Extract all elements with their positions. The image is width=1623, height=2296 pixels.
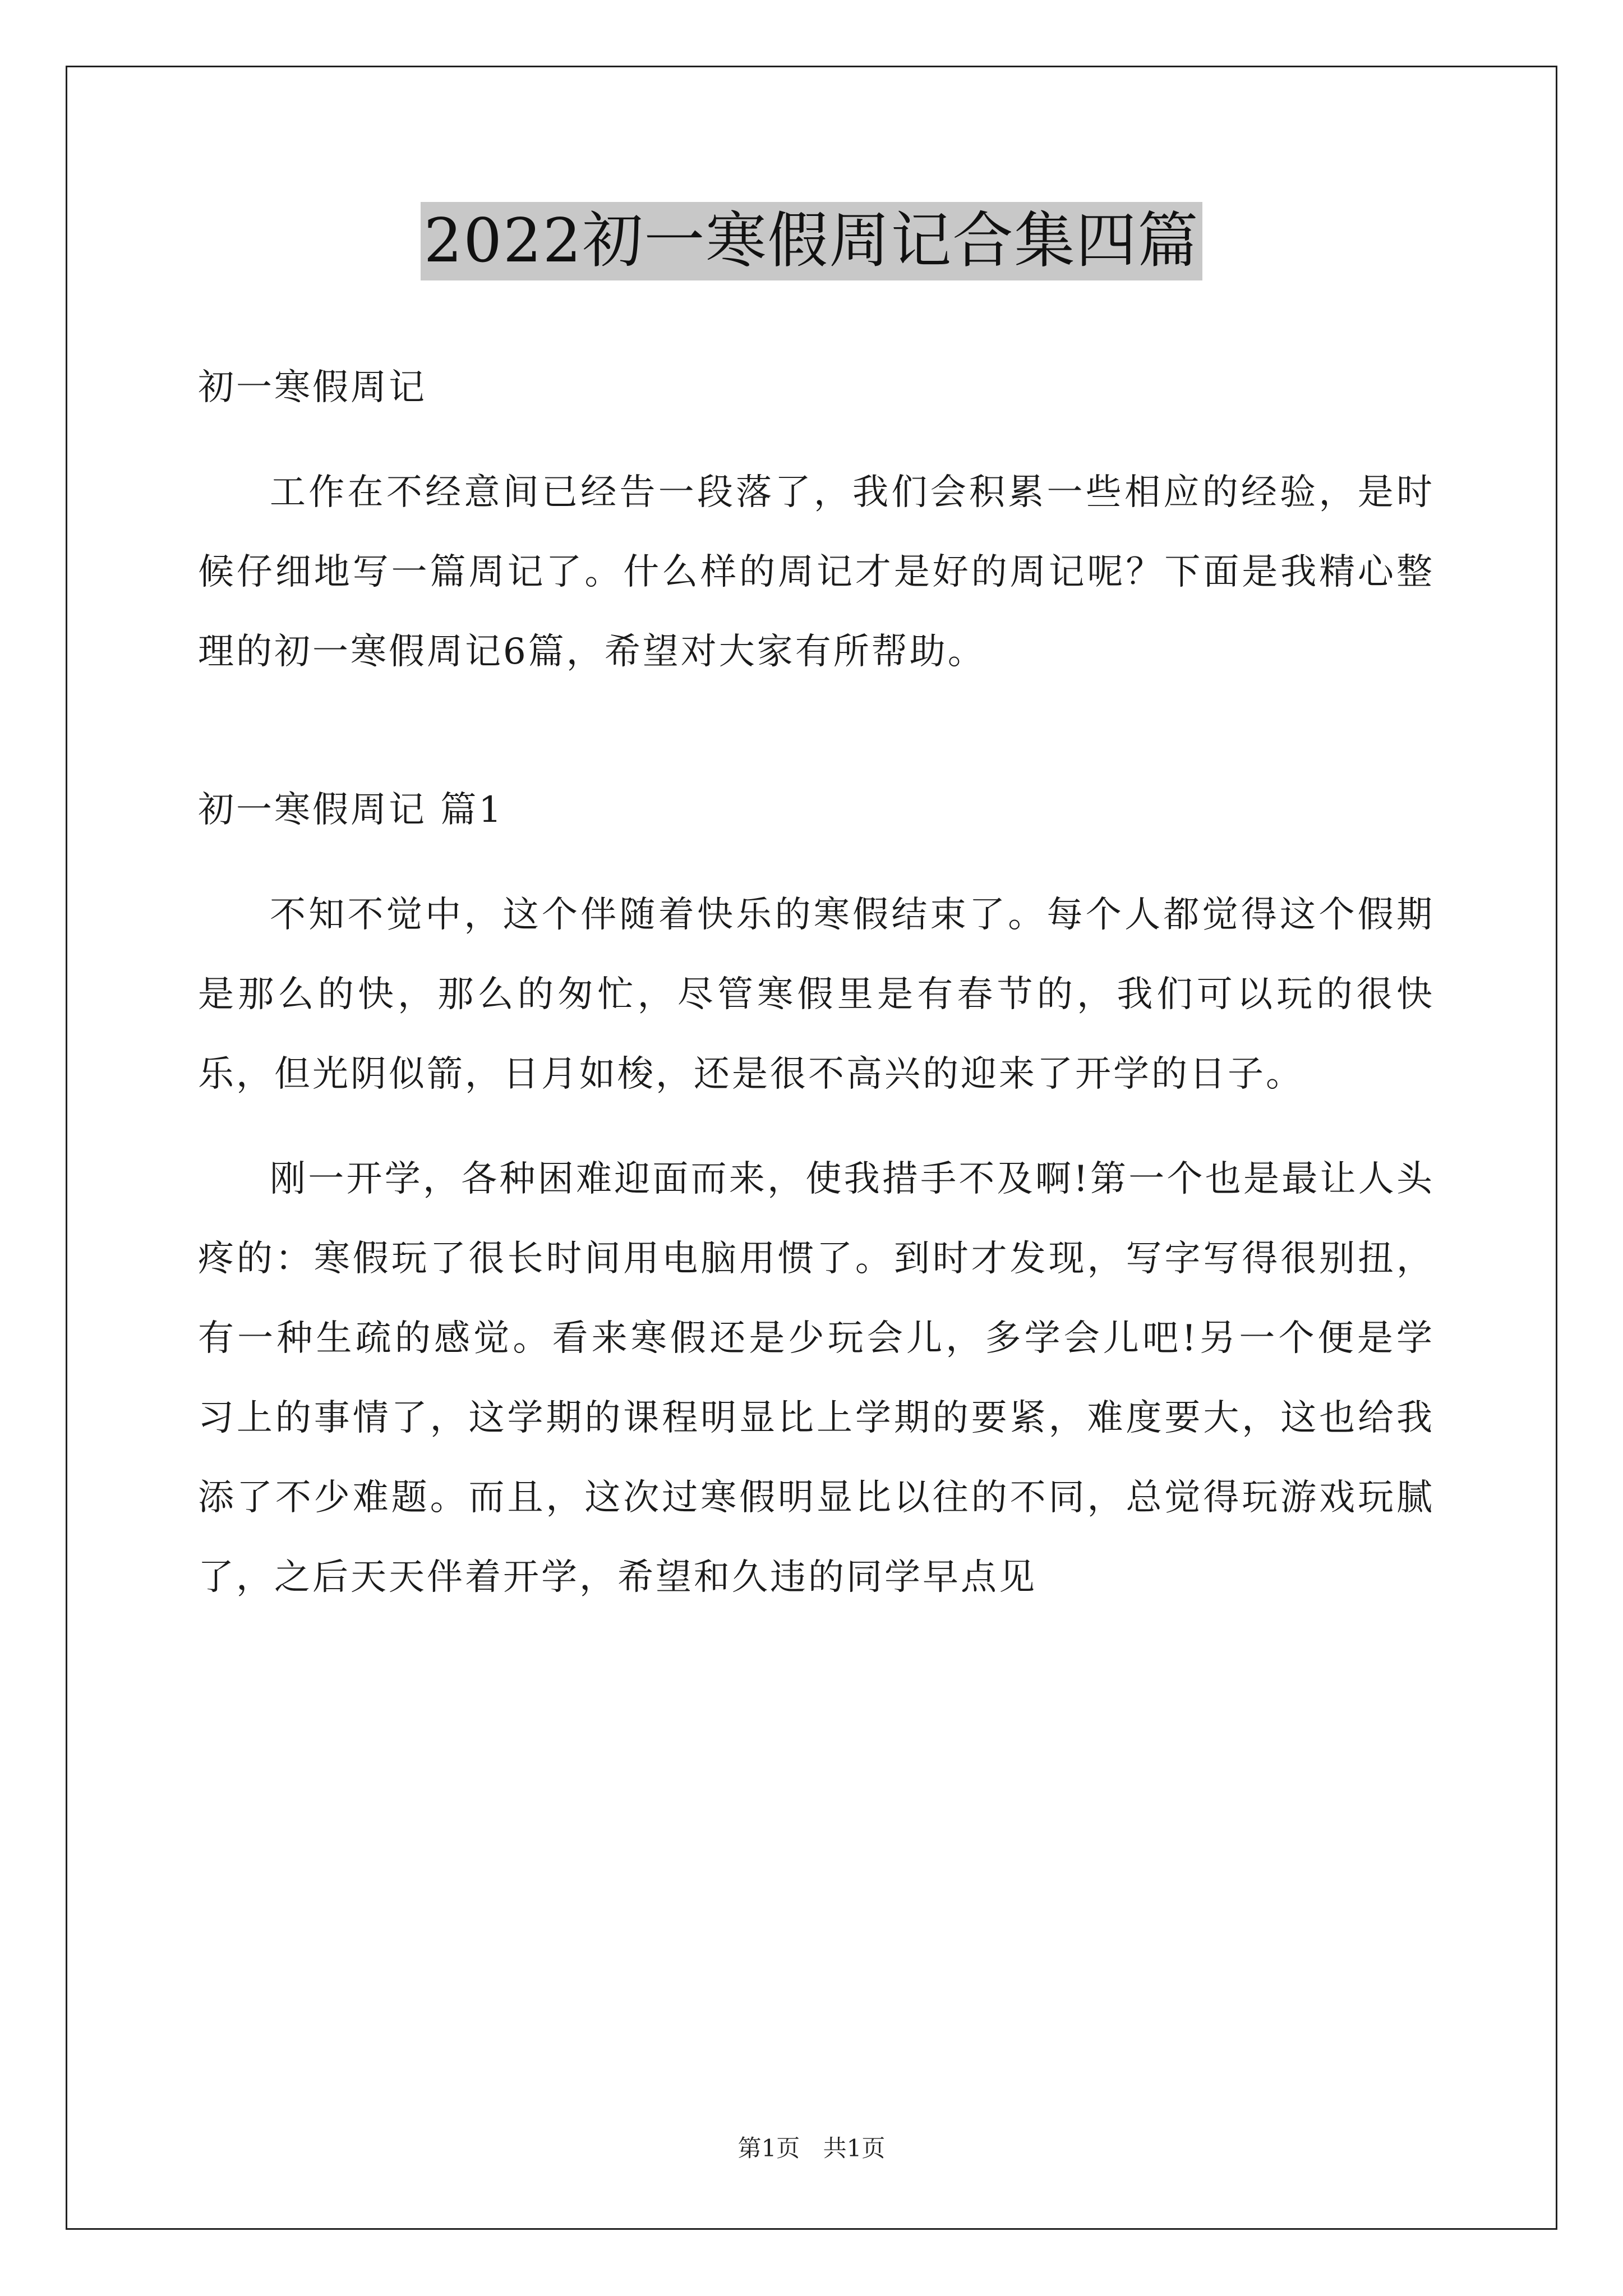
section-heading: 初一寒假周记 篇1 [198, 789, 504, 831]
intro-heading: 初一寒假周记 [198, 367, 427, 408]
section-paragraph: 刚一开学，各种困难迎面而来，使我措手不及啊!第一个也是最让人头疼的：寒假玩了很长时间用电脑用惯了。到时才发现，写字写得很别扭，有一种生疏的感觉。看来寒假还是少玩会儿，多学会儿吧!另一个便是学习上的事情了，这学期的课程明显比上学期的要紧，难度要大，这也给我添了不少难题。而且，这次过寒假明显比以往的不同，总觉得玩游戏玩腻了，之后天天伴着开学，希望和久违的同学早点见 [198, 1158, 1435, 1598]
section-paragraph: 不知不觉中，这个伴随着快乐的寒假结束了。每个人都觉得这个假期是那么的快，那么的匆忙，尽管寒假里是有春节的，我们可以玩的很快乐，但光阴似箭，日月如梭，还是很不高兴的迎来了开学的日子。 [198, 894, 1435, 1095]
page-total: 共1页 [823, 2134, 886, 2162]
page-footer [0, 2132, 1623, 2165]
page-number: 第1页 [737, 2134, 800, 2162]
document-body [198, 348, 1435, 1617]
intro-paragraph: 工作在不经意间已经告一段落了，我们会积累一些相应的经验，是时候仔细地写一篇周记了。什么样的周记才是好的周记呢？下面是我精心整理的初一寒假周记6篇，希望对大家有所帮助。 [198, 472, 1435, 673]
document-title: 2022初一寒假周记合集四篇 [421, 202, 1203, 280]
title-container [0, 202, 1623, 280]
